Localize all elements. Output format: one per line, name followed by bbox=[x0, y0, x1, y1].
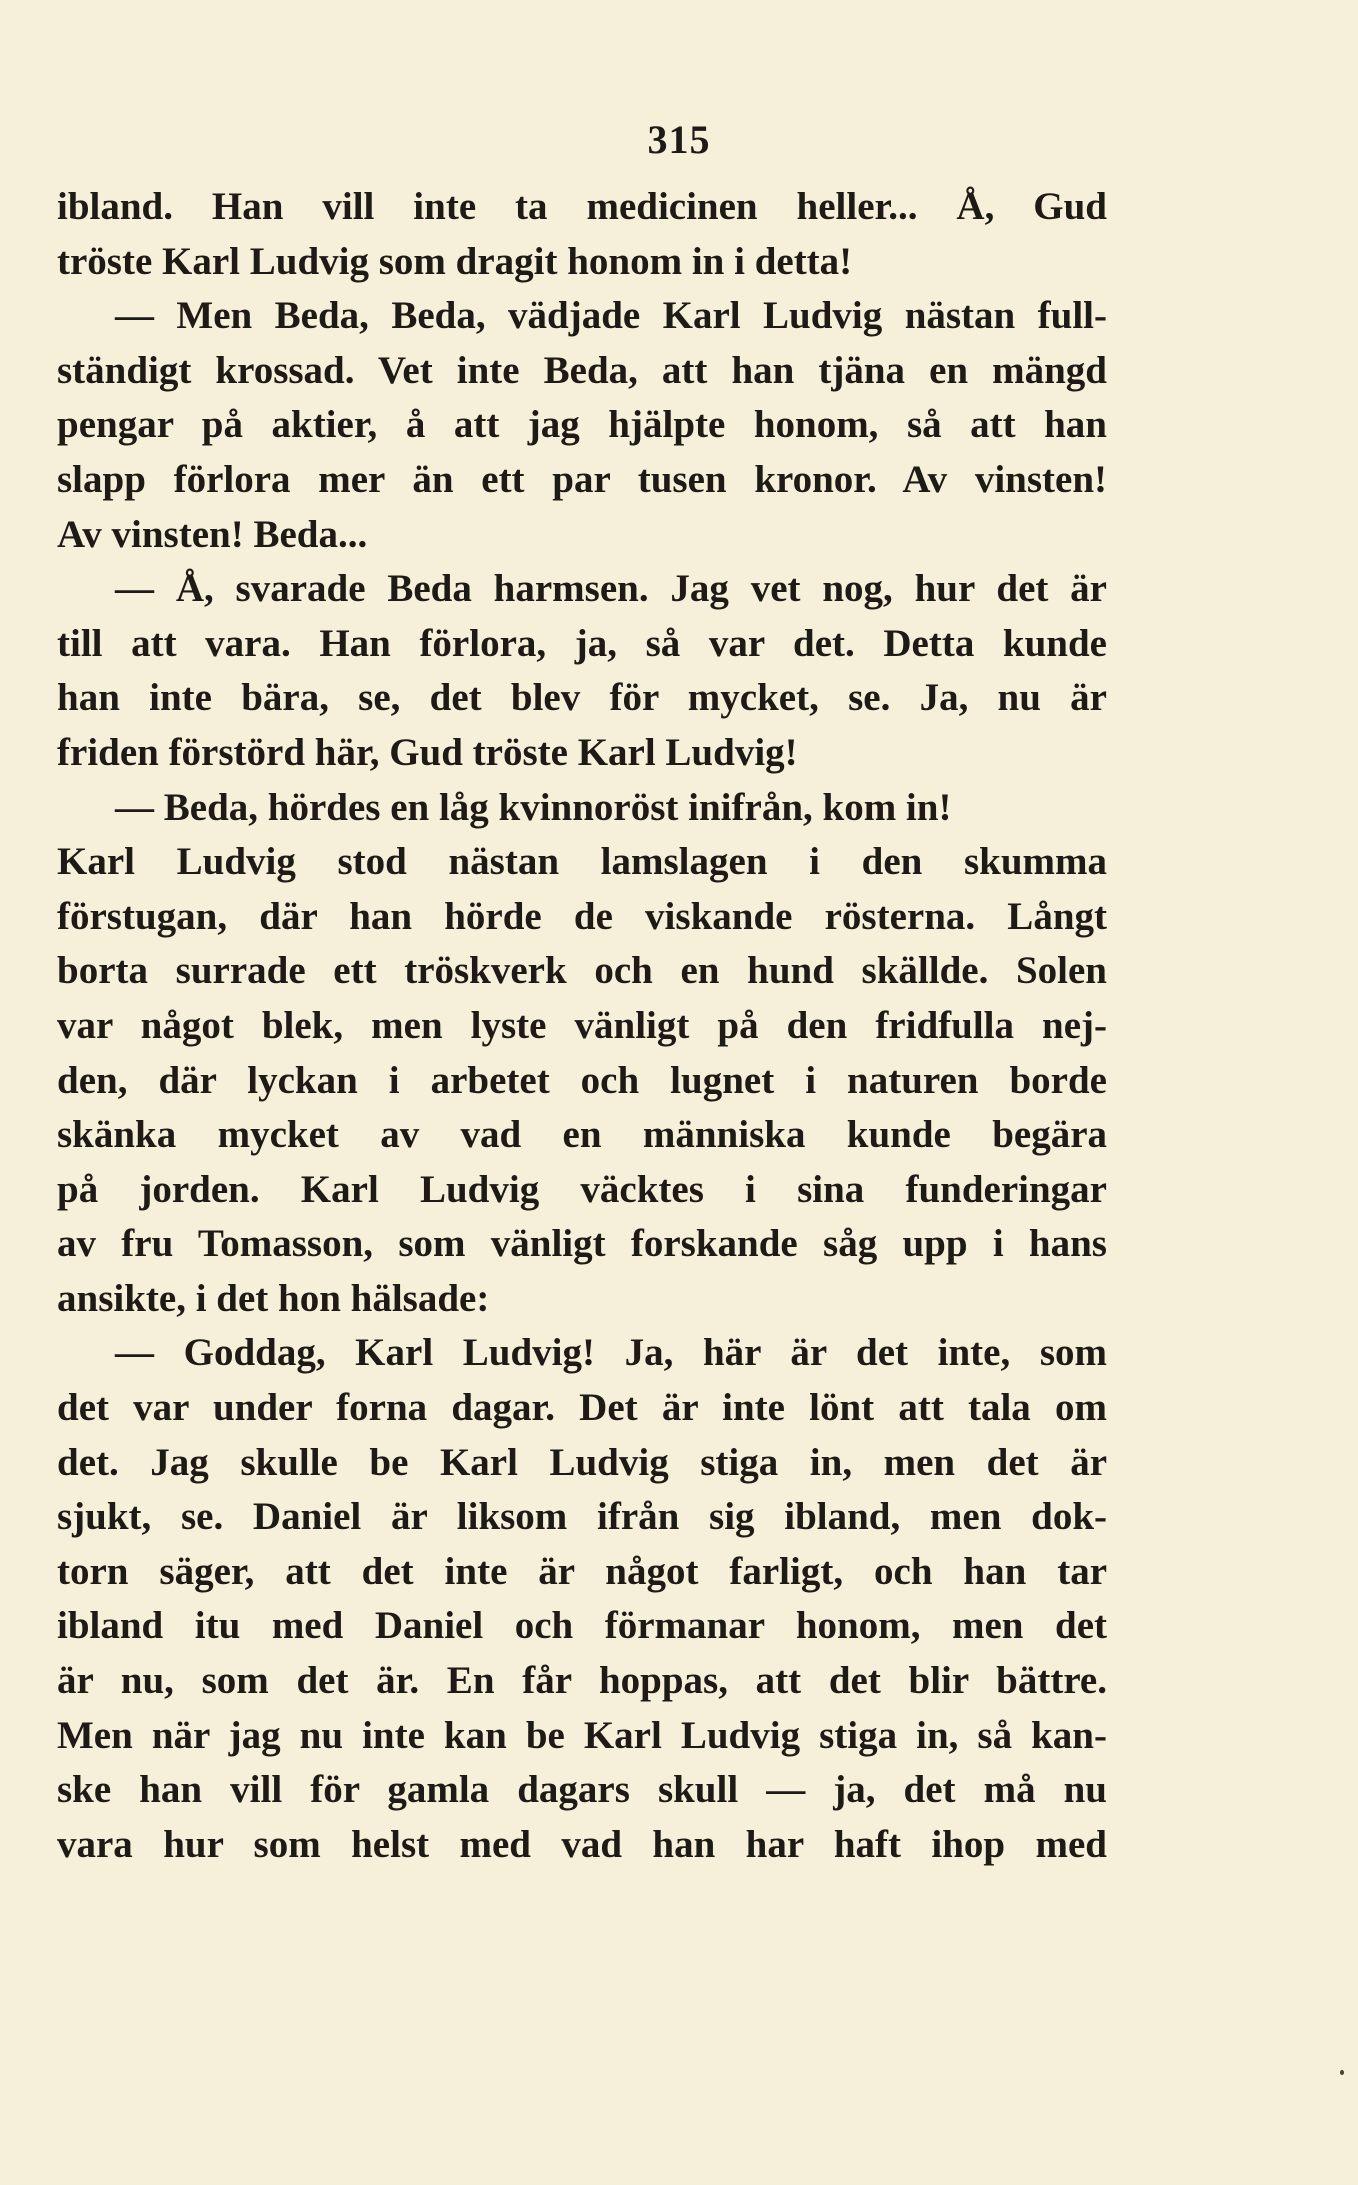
text-line: det. Jag skulle be Karl Ludvig stiga in, men det är bbox=[57, 1440, 1107, 1484]
text-line: pengar på aktier, å att jag hjälpte honom, så att han bbox=[57, 403, 1107, 447]
text-line: — Men Beda, Beda, vädjade Karl Ludvig nästan full- bbox=[115, 294, 1107, 338]
text-line: — Beda, hördes en låg kvinnoröst inifrån, kom in! bbox=[115, 785, 952, 829]
text-line: förstugan, där han hörde de viskande rösterna. Långt bbox=[57, 894, 1107, 938]
text-line: var något blek, men lyste vänligt på den fridfulla nej- bbox=[57, 1003, 1107, 1047]
ink-speck bbox=[1340, 2070, 1344, 2075]
page-number: 315 bbox=[647, 117, 711, 162]
text-line: är nu, som det är. En får hoppas, att det blir bättre. bbox=[57, 1659, 1107, 1703]
text-line: tröste Karl Ludvig som dragit honom in i detta! bbox=[57, 239, 853, 283]
text-line: det var under forna dagar. Det är inte lönt att tala om bbox=[57, 1386, 1107, 1430]
text-line: av fru Tomasson, som vänligt forskande såg upp i hans bbox=[57, 1222, 1107, 1266]
text-line: ständigt krossad. Vet inte Beda, att han tjäna en mängd bbox=[57, 348, 1107, 392]
text-line: den, där lyckan i arbetet och lugnet i naturen borde bbox=[57, 1058, 1107, 1102]
text-line: ansikte, i det hon hälsade: bbox=[57, 1276, 490, 1320]
body-text bbox=[57, 180, 1107, 1872]
text-line: han inte bära, se, det blev för mycket, se. Ja, nu är bbox=[57, 676, 1107, 720]
text-line: torn säger, att det inte är något farligt, och han tar bbox=[57, 1549, 1107, 1593]
text-line: ibland itu med Daniel och förmanar honom, men det bbox=[57, 1604, 1107, 1648]
text-line: borta surrade ett tröskverk och en hund skällde. Solen bbox=[57, 949, 1107, 993]
text-line: skänka mycket av vad en människa kunde begära bbox=[57, 1113, 1107, 1157]
text-line: Av vinsten! Beda... bbox=[57, 512, 368, 556]
text-line: ske han vill för gamla dagars skull — ja, det må nu bbox=[57, 1768, 1107, 1812]
text-line: — Goddag, Karl Ludvig! Ja, här är det inte, som bbox=[115, 1331, 1107, 1375]
text-line: sjukt, se. Daniel är liksom ifrån sig ibland, men dok- bbox=[57, 1495, 1107, 1539]
text-line: ibland. Han vill inte ta medicinen heller... Å, Gud bbox=[57, 185, 1107, 228]
text-line: vara hur som helst med vad han har haft ihop med bbox=[57, 1822, 1107, 1866]
text-line: — Å, svarade Beda harmsen. Jag vet nog, hur det är bbox=[115, 567, 1107, 611]
text-line: friden förstörd här, Gud tröste Karl Ludvig! bbox=[57, 730, 798, 774]
text-line: slapp förlora mer än ett par tusen kronor. Av vinsten! bbox=[57, 457, 1107, 501]
text-line: på jorden. Karl Ludvig väcktes i sina funderingar bbox=[57, 1167, 1107, 1211]
text-line: Men när jag nu inte kan be Karl Ludvig stiga in, så kan- bbox=[57, 1713, 1107, 1757]
text-line: till att vara. Han förlora, ja, så var det. Detta kunde bbox=[57, 621, 1107, 665]
text-line: Karl Ludvig stod nästan lamslagen i den skumma bbox=[57, 840, 1107, 884]
